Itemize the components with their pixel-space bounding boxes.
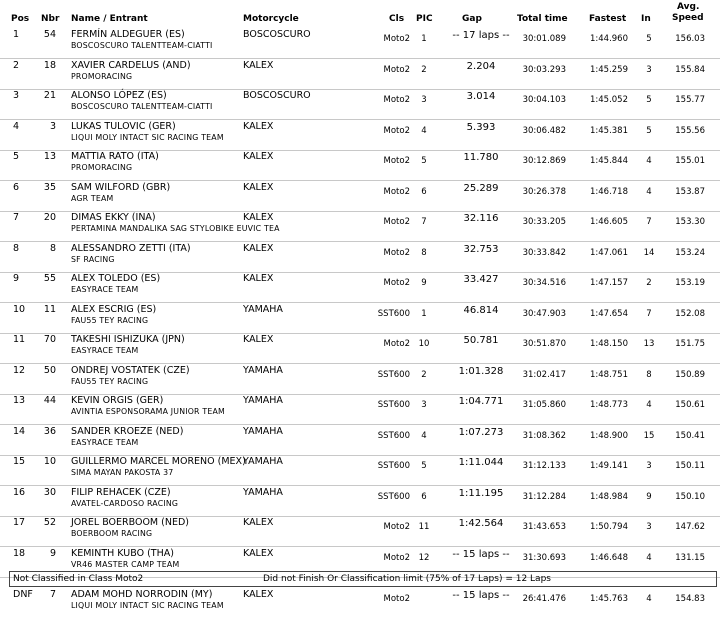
cell-motorcycle: YAMAHA [243, 486, 283, 498]
cell-team: LIQUI MOLY INTACT SIC RACING TEAM [71, 601, 224, 610]
table-row [0, 485, 720, 517]
cell-rider-name: SANDER KROEZE (NED) [71, 425, 184, 437]
cell-rider-name: ADAM MOHD NORRODIN (MY) [71, 589, 213, 600]
cell-team: SF RACING [71, 254, 115, 264]
cell-rider-name: SAM WILFORD (GBR) [71, 181, 171, 193]
cell-pos: 8 [13, 242, 20, 254]
cell-rider-name: ALEX TOLEDO (ES) [71, 273, 161, 284]
cell-in: 3 [646, 522, 652, 532]
cell-total-time: 30:34.516 [522, 278, 566, 288]
cell-gap: 2.204 [466, 60, 496, 72]
cell-gap: 33.427 [463, 274, 499, 285]
cell-motorcycle: YAMAHA [243, 425, 283, 437]
cell-gap: 11.780 [463, 152, 499, 163]
table-row [0, 302, 720, 334]
cell-in: 4 [646, 400, 652, 410]
cell-nbr: 10 [43, 456, 56, 467]
cell-pic: 10 [418, 339, 430, 349]
cell-pos: 2 [13, 59, 20, 71]
cell-pos: 1 [13, 29, 20, 40]
cell-rider-name: TAKESHI ISHIZUKA (JPN) [71, 334, 185, 345]
cell-fastest: 1:48.751 [589, 369, 628, 380]
cell-class: Moto2 [383, 64, 410, 75]
cell-motorcycle: KALEX [243, 212, 274, 223]
cell-in: 5 [646, 34, 652, 44]
cell-gap: 1:04.771 [458, 396, 504, 407]
cell-team: AGR TEAM [71, 193, 114, 203]
table-row [0, 363, 720, 395]
cell-team: EASYRACE TEAM [71, 437, 139, 447]
cell-rider-name: XAVIER CARDELUS (AND) [71, 59, 191, 71]
cell-motorcycle: KALEX [243, 151, 274, 162]
cell-class: Moto2 [383, 217, 410, 227]
cell-speed: 152.08 [675, 308, 705, 319]
cell-motorcycle: KALEX [243, 59, 274, 71]
cell-nbr: 44 [43, 395, 56, 406]
cell-class: SST600 [377, 461, 410, 471]
cell-in: 2 [646, 278, 652, 288]
cell-fastest: 1:45.763 [589, 594, 628, 604]
cell-pos: 7 [13, 212, 20, 223]
cell-nbr: 21 [43, 90, 56, 101]
cell-team: BOSCOSCURO TALENTTEAM-CIATTI [71, 102, 213, 111]
cell-fastest: 1:48.773 [589, 400, 628, 410]
header-pic: PIC [416, 14, 433, 24]
cell-in: 14 [643, 247, 655, 258]
header-total-time: Total time [517, 14, 568, 24]
cell-pos: 17 [13, 517, 26, 528]
cell-gap: 1:42.564 [458, 518, 504, 529]
cell-team: FAU55 TEY RACING [71, 315, 149, 325]
cell-rider-name: MATTIA RATO (ITA) [71, 151, 159, 162]
cell-class: Moto2 [383, 186, 410, 197]
cell-total-time: 31:43.653 [522, 522, 566, 532]
cell-pos: 3 [13, 90, 20, 101]
cell-total-time: 26:41.476 [522, 594, 566, 604]
cell-pic: 3 [421, 95, 427, 105]
cell-pos: 13 [13, 395, 26, 406]
cell-fastest: 1:46.718 [589, 186, 628, 197]
header-motorcycle: Motorcycle [243, 14, 299, 24]
cell-rider-name: FILIP REHACEK (CZE) [71, 486, 171, 498]
cell-motorcycle: KALEX [243, 589, 274, 600]
cell-pic: 2 [421, 369, 427, 380]
cell-motorcycle: YAMAHA [243, 456, 283, 467]
cell-nbr: 20 [43, 212, 56, 223]
cell-nbr: 9 [49, 547, 56, 559]
cell-fastest: 1:49.141 [589, 461, 628, 471]
cell-speed: 155.01 [675, 156, 705, 166]
cell-nbr: 7 [49, 589, 56, 600]
cell-in: 3 [646, 64, 652, 75]
table-row [0, 210, 720, 242]
table-row [0, 180, 720, 212]
cell-gap: -- 15 laps -- [452, 590, 510, 601]
cell-fastest: 1:47.654 [589, 308, 628, 319]
cell-team: BOERBOOM RACING [71, 529, 153, 538]
not-classified-label: Not Classified in Class Moto2 [13, 574, 144, 584]
cell-nbr: 18 [43, 59, 56, 71]
cell-total-time: 30:01.089 [522, 34, 566, 44]
cell-pos: 18 [13, 547, 26, 559]
cell-fastest: 1:48.150 [589, 339, 628, 349]
cell-motorcycle: KALEX [243, 334, 274, 345]
cell-class: SST600 [377, 369, 410, 380]
header-name: Name / Entrant [71, 14, 148, 24]
cell-gap: 1:01.328 [458, 365, 504, 377]
cell-team: AVINTIA ESPONSORAMA JUNIOR TEAM [71, 407, 225, 416]
cell-total-time: 30:26.378 [522, 186, 566, 197]
dnf-row [0, 587, 720, 618]
cell-pic: 3 [421, 400, 427, 410]
cell-class: Moto2 [383, 156, 410, 166]
cell-motorcycle: KALEX [243, 181, 274, 193]
cell-nbr: 36 [43, 425, 56, 437]
cell-speed: 150.10 [675, 491, 705, 502]
cell-class: Moto2 [383, 247, 410, 258]
cell-nbr: 35 [43, 181, 56, 193]
cell-in: 4 [646, 552, 652, 563]
cell-gap: 25.289 [463, 182, 499, 194]
header-in: In [641, 14, 651, 24]
cell-fastest: 1:45.259 [589, 64, 628, 75]
cell-nbr: 8 [49, 242, 56, 254]
cell-in: 5 [646, 125, 652, 136]
header-avg: Avg. [677, 2, 700, 12]
not-classified-banner [9, 571, 717, 587]
cell-nbr: 70 [43, 334, 56, 345]
header-gap: Gap [462, 14, 482, 24]
cell-fastest: 1:45.381 [589, 125, 628, 136]
cell-class: SST600 [377, 430, 410, 441]
cell-motorcycle: KALEX [243, 517, 274, 528]
cell-fastest: 1:45.844 [589, 156, 628, 166]
cell-speed: 150.61 [675, 400, 705, 410]
cell-speed: 147.62 [675, 522, 705, 532]
cell-total-time: 30:47.903 [522, 308, 566, 319]
cell-motorcycle: YAMAHA [243, 364, 283, 376]
cell-class: SST600 [377, 308, 410, 319]
cell-fastest: 1:47.061 [589, 247, 628, 258]
cell-motorcycle: KALEX [243, 547, 274, 559]
cell-in: 13 [643, 339, 655, 349]
cell-pic: 1 [421, 34, 427, 44]
cell-total-time: 31:12.133 [522, 461, 566, 471]
cell-team: LIQUI MOLY INTACT SIC RACING TEAM [71, 132, 224, 142]
cell-total-time: 30:33.205 [522, 217, 566, 227]
cell-class: SST600 [377, 400, 410, 410]
cell-speed: 150.89 [675, 369, 705, 380]
classification-limit: Did not Finish Or Classification limit (75% of 17 Laps) = 12 Laps [263, 574, 551, 584]
cell-rider-name: KEVIN ORGIS (GER) [71, 395, 164, 406]
header-speed: Speed [672, 13, 704, 23]
cell-motorcycle: BOSCOSCURO [243, 90, 311, 101]
cell-total-time: 30:51.870 [522, 339, 566, 349]
cell-gap: 46.814 [463, 304, 499, 316]
cell-in: 7 [646, 308, 652, 319]
cell-gap: 1:11.195 [458, 487, 504, 499]
cell-pos: 5 [13, 151, 20, 162]
cell-speed: 154.83 [675, 594, 705, 604]
table-row [0, 332, 720, 364]
cell-speed: 150.11 [675, 461, 705, 471]
cell-class: Moto2 [383, 95, 410, 105]
cell-rider-name: KEMINTH KUBO (THA) [71, 547, 174, 559]
cell-gap: 32.116 [463, 213, 499, 224]
cell-class: Moto2 [383, 552, 410, 563]
cell-team: PROMORACING [71, 163, 133, 172]
cell-total-time: 31:05.860 [522, 400, 566, 410]
cell-in: 4 [646, 156, 652, 166]
cell-gap: 5.393 [466, 121, 496, 133]
cell-motorcycle: BOSCOSCURO [243, 29, 311, 40]
cell-total-time: 30:33.842 [522, 247, 566, 258]
cell-pos: 4 [13, 120, 20, 132]
cell-class: SST600 [377, 491, 410, 502]
cell-in: 7 [646, 217, 652, 227]
cell-class: Moto2 [383, 34, 410, 44]
cell-team: AVATEL-CARDOSO RACING [71, 498, 179, 508]
cell-class: Moto2 [383, 522, 410, 532]
cell-fastest: 1:48.984 [589, 491, 628, 502]
table-row [0, 241, 720, 273]
cell-pos: 15 [13, 456, 26, 467]
cell-pic: 4 [421, 430, 427, 441]
table-row [0, 119, 720, 151]
cell-team: PROMORACING [71, 71, 133, 81]
cell-total-time: 30:12.869 [522, 156, 566, 166]
cell-speed: 153.24 [675, 247, 705, 258]
cell-gap: -- 17 laps -- [452, 30, 510, 41]
cell-pic: 2 [421, 64, 427, 75]
cell-in: 4 [646, 186, 652, 197]
cell-total-time: 31:08.362 [522, 430, 566, 441]
cell-motorcycle: YAMAHA [243, 395, 283, 406]
cell-fastest: 1:44.960 [589, 34, 628, 44]
table-row [0, 88, 720, 120]
cell-fastest: 1:46.605 [589, 217, 628, 227]
table-row [0, 424, 720, 456]
cell-pic: 5 [421, 461, 427, 471]
cell-rider-name: JOREL BOERBOOM (NED) [71, 517, 189, 528]
cell-rider-name: LUKAS TULOVIC (GER) [71, 120, 176, 132]
table-row [0, 393, 720, 425]
cell-class: Moto2 [383, 339, 410, 349]
cell-pos: 12 [13, 364, 26, 376]
cell-gap: -- 15 laps -- [452, 548, 510, 560]
cell-fastest: 1:48.900 [589, 430, 628, 441]
cell-pic: 4 [421, 125, 427, 136]
cell-motorcycle: KALEX [243, 242, 274, 254]
cell-in: 9 [646, 491, 652, 502]
cell-motorcycle: YAMAHA [243, 303, 283, 315]
cell-fastest: 1:45.052 [589, 95, 628, 105]
cell-class: Moto2 [383, 594, 410, 604]
header-nbr: Nbr [41, 14, 60, 24]
cell-total-time: 30:03.293 [522, 64, 566, 75]
cell-rider-name: DIMAS EKKY (INA) [71, 212, 156, 223]
cell-motorcycle: KALEX [243, 120, 274, 132]
cell-speed: 151.75 [675, 339, 705, 349]
cell-pos: 16 [13, 486, 26, 498]
cell-nbr: 30 [43, 486, 56, 498]
cell-fastest: 1:47.157 [589, 278, 628, 288]
cell-speed: 155.77 [675, 95, 705, 105]
table-row [0, 149, 720, 181]
cell-rider-name: ONDREJ VOSTATEK (CZE) [71, 364, 190, 376]
table-row [0, 454, 720, 486]
cell-pos: 6 [13, 181, 20, 193]
cell-rider-name: ALONSO LÓPEZ (ES) [71, 90, 167, 101]
cell-total-time: 30:06.482 [522, 125, 566, 136]
table-row [0, 27, 720, 59]
table-row [0, 515, 720, 547]
cell-in: 4 [646, 594, 652, 604]
cell-class: Moto2 [383, 125, 410, 136]
cell-nbr: 13 [43, 151, 56, 162]
cell-speed: 153.87 [675, 186, 705, 197]
cell-gap: 1:07.273 [458, 426, 504, 438]
cell-in: 15 [643, 430, 655, 441]
cell-pos: 11 [13, 334, 26, 345]
cell-speed: 153.19 [675, 278, 705, 288]
cell-pic: 6 [421, 491, 427, 502]
cell-rider-name: ALEX ESCRIG (ES) [71, 303, 157, 315]
cell-team: SIMA MAYAN PAKOSTA 37 [71, 468, 174, 477]
cell-in: 5 [646, 95, 652, 105]
cell-nbr: 52 [43, 517, 56, 528]
cell-speed: 153.30 [675, 217, 705, 227]
cell-in: 8 [646, 369, 652, 380]
cell-fastest: 1:46.648 [589, 552, 628, 563]
cell-nbr: 54 [43, 29, 56, 40]
cell-fastest: 1:50.794 [589, 522, 628, 532]
cell-gap: 3.014 [466, 91, 496, 102]
cell-pic: 8 [421, 247, 427, 258]
cell-team: PERTAMINA MANDALIKA SAG STYLOBIKE EUVIC TEA [71, 224, 280, 233]
cell-gap: 32.753 [463, 243, 499, 255]
cell-pic: 9 [421, 278, 427, 288]
cell-gap: 50.781 [463, 335, 499, 346]
cell-rider-name: GUILLERMO MARCEL MORENO (MEX) [71, 456, 246, 467]
cell-pic: 1 [421, 308, 427, 319]
cell-total-time: 31:12.284 [522, 491, 566, 502]
header-pos: Pos [11, 14, 30, 24]
cell-total-time: 31:02.417 [522, 369, 566, 380]
table-row [0, 271, 720, 303]
header-fastest: Fastest [589, 14, 627, 24]
cell-pos: 9 [13, 273, 20, 284]
cell-speed: 150.41 [675, 430, 705, 441]
cell-team: EASYRACE TEAM [71, 285, 139, 294]
cell-pic: 6 [421, 186, 427, 197]
cell-nbr: 11 [43, 303, 56, 315]
cell-team: FAU55 TEY RACING [71, 376, 149, 386]
cell-total-time: 30:04.103 [522, 95, 566, 105]
cell-pos: DNF [13, 589, 33, 600]
cell-speed: 131.15 [675, 552, 705, 563]
cell-team: EASYRACE TEAM [71, 346, 139, 355]
header-cls: Cls [389, 14, 405, 24]
cell-pic: 11 [418, 522, 430, 532]
cell-motorcycle: KALEX [243, 273, 274, 284]
cell-pic: 7 [421, 217, 427, 227]
cell-pic: 5 [421, 156, 427, 166]
cell-pos: 10 [13, 303, 26, 315]
table-header [0, 0, 720, 27]
cell-team: VR46 MASTER CAMP TEAM [71, 559, 180, 569]
cell-nbr: 55 [43, 273, 56, 284]
cell-pos: 14 [13, 425, 26, 437]
cell-pic: 12 [418, 552, 430, 563]
cell-team: BOSCOSCURO TALENTTEAM-CIATTI [71, 41, 213, 50]
cell-in: 3 [646, 461, 652, 471]
cell-speed: 155.84 [675, 64, 705, 75]
cell-gap: 1:11.044 [458, 457, 504, 468]
cell-rider-name: ALESSANDRO ZETTI (ITA) [71, 242, 191, 254]
cell-speed: 155.56 [675, 125, 705, 136]
cell-rider-name: FERMÍN ALDEGUER (ES) [71, 29, 185, 40]
cell-speed: 156.03 [675, 34, 705, 44]
cell-total-time: 31:30.693 [522, 552, 566, 563]
cell-class: Moto2 [383, 278, 410, 288]
cell-nbr: 50 [43, 364, 56, 376]
table-row [0, 58, 720, 90]
cell-nbr: 3 [49, 120, 56, 132]
